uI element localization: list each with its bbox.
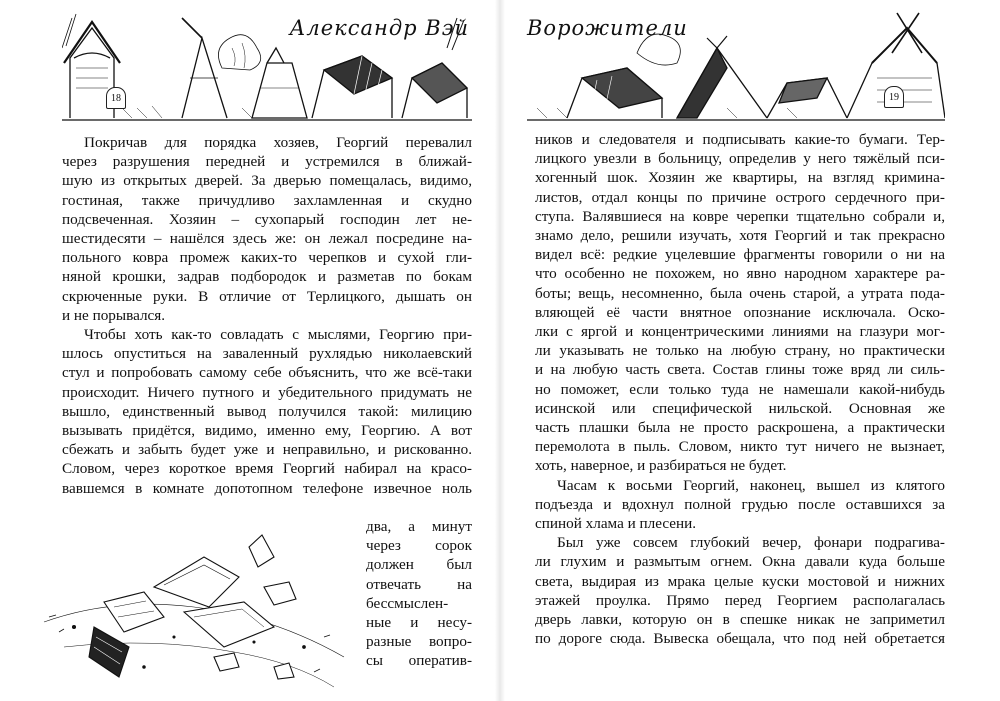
text-line: вавшемся в комнате допотопном телефоне извечное ноль [62, 479, 472, 497]
text-line: Был уже совсем глубокий вечер, фонари подрагива- [557, 534, 945, 552]
text-line: и на любую часть света. Состав глины тоже вряд ли силь- [535, 361, 945, 379]
right-page [503, 0, 1000, 701]
running-head-title: Ворожители [527, 16, 688, 40]
page-number: 18 [106, 87, 126, 109]
text-line: хоть, наверное, и разбираться не будет. [535, 457, 787, 475]
text-line: знамо дело, решили изучать, хотя Георгий и так прекрасно [535, 227, 945, 245]
text-line: разные вопро- [366, 633, 472, 651]
text-line: лки с яргой и концентрическими линиями на глазури мог- [535, 323, 945, 341]
text-line: перемолота в пыль. Словом, никто тут ничего не вызнает, [535, 438, 945, 456]
text-line: ников и следователя и подписывать какие-то бумаги. Тер- [535, 131, 945, 148]
text-line: вышло, единственный вывод получился такой: милицию [62, 402, 472, 420]
paragraph [62, 133, 472, 325]
text-line: отвечать на [366, 575, 472, 593]
text-line: няной крошки, задрав подбородок и разметав по бокам [62, 268, 472, 286]
text-line: ные и несу- [366, 614, 472, 632]
text-line: польного ковра промеж каких-то черепков и сухой гли- [62, 249, 472, 267]
text-line: происходит. Ничего путного и убедительного придумать не [62, 383, 472, 401]
text-line: шестидесяти – нашёлся здесь же: он лежал посредине на- [62, 230, 472, 248]
text-line: гостиная, также причудливо захламленная и скудно [62, 191, 472, 209]
narrow-text-column [366, 517, 472, 671]
text-line: и не порывался. [62, 306, 166, 324]
paragraph [535, 533, 945, 648]
text-line: бессмыслен- [366, 594, 449, 612]
text-line: сбежать и забыть будет уже и неправильно, и рискованно. [62, 441, 472, 459]
text-line: что особенно не похожем, но явно народном характере ра- [535, 265, 945, 283]
text-line: шую из открытых дверей. За дверью помещалась, видимо, [62, 172, 472, 190]
text-line: листов, отдал концы по причине острого сердечного при- [535, 188, 945, 206]
text-line: через разрушения передней и устремился в ближай- [62, 153, 472, 171]
text-line: света, выдирая из мрака целые куски мостовой и нижних [535, 572, 945, 590]
text-line: вызывать придётся, видимо, именно ему, Георгию. А вот [62, 422, 472, 440]
text-line: Чтобы хоть как-то совладать с мыслями, Георгию при- [84, 326, 472, 344]
text-line: ли глухим и размытым огнем. Окна давали куда больше [535, 553, 945, 571]
text-line: исинской или специфической нильской. Основная же [535, 399, 945, 417]
text-line: дверь лавки, которую он в спешке никак не заприметил [535, 611, 945, 629]
text-line: видел всё: редкие уцелевшие фрагменты говорили о ни на [535, 246, 945, 264]
text-line: боты; вещь, несомненно, была очень старой, а утрата пода- [535, 284, 945, 302]
left-page [0, 0, 497, 701]
text-line: Покричав для порядка хозяев, Георгий перевалил [84, 134, 472, 151]
text-line: Словом, через короткое время Георгий набирал на красо- [62, 460, 472, 478]
right-page-text [535, 130, 945, 648]
text-line: ли указывать не только на любую страну, но практически [535, 342, 945, 360]
running-head-author: Александр Вэй [289, 16, 469, 40]
text-line: скрюченные руки. В отличие от Терлицкого, дышать он [62, 287, 472, 305]
text-line: ступа. Валявшиеся на ковре черепки тщательно собрали и, [535, 207, 945, 225]
paragraph [62, 325, 472, 498]
text-line: спиной хлама и плесени. [535, 515, 697, 533]
page-number: 19 [884, 86, 904, 108]
text-line: лицкого увезли в больницу, определив у него тяжёлый пси- [535, 150, 945, 168]
text-line: стул и попробовать самому себе объяснить, что же всё-таки [62, 364, 472, 382]
text-line: шлось опуститься на заваленный рухлядью николаевский [62, 345, 472, 363]
text-line: но поможет, если только туда не намешали какой-нибудь [535, 380, 945, 398]
text-line: сы оператив- [366, 652, 472, 670]
text-line: этажей проулка. Прямо перед Георгием располагалась [535, 591, 945, 609]
text-line: подсвеченная. Хозяин – сухопарый господин лет не- [62, 210, 472, 228]
text-line: через сорок [366, 537, 472, 555]
text-line: подъезда и вдохнул полной грудью после оставшихся за [535, 495, 945, 513]
text-line: два, а минут [366, 518, 472, 535]
paragraph [535, 130, 945, 476]
broken-pottery-illustration [34, 527, 352, 697]
text-line: часть плашки была не просто раскрошена, а практически [535, 419, 945, 437]
left-page-text [62, 133, 472, 498]
text-line: хогенный шок. Хозяин же квартиры, на взгляд кримина- [535, 169, 945, 187]
text-line: по дороге сюда. Вывеска обещала, что под ней обретается [535, 630, 945, 648]
text-line: должен был [366, 556, 472, 574]
text-line: Часам к восьми Георгий, наконец, вышел из клятого [557, 476, 945, 494]
text-line: вляющей её части внятное опознание исключала. Оско- [535, 303, 945, 321]
paragraph [535, 476, 945, 534]
